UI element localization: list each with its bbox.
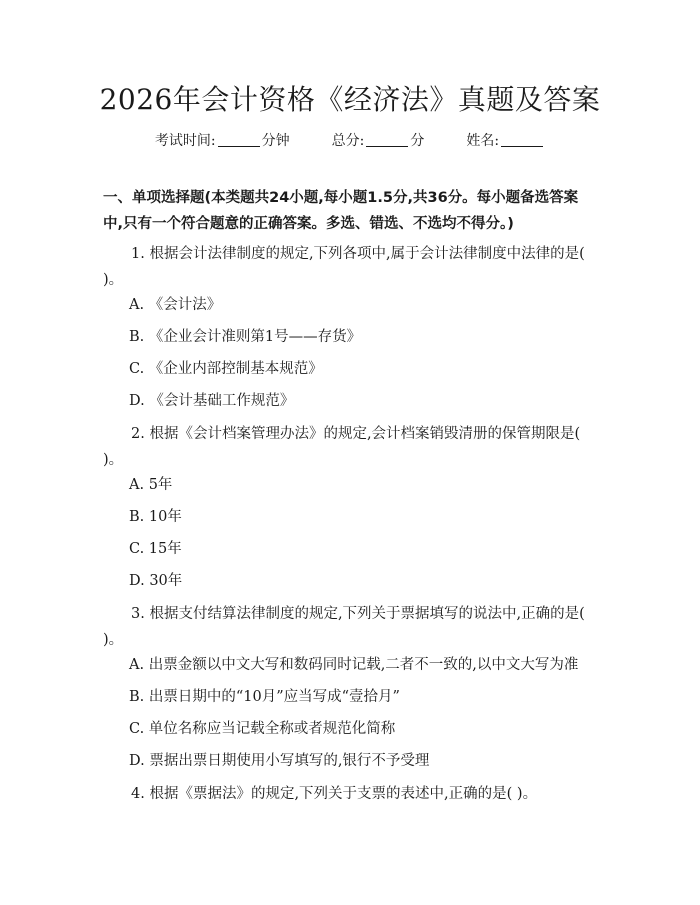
student-name-label: 姓名: bbox=[466, 133, 500, 149]
question-stem: 根据《票据法》的规定,下列关于支票的表述中,正确的是( )。 bbox=[149, 786, 538, 802]
option-2b: B. 10年 bbox=[129, 509, 182, 525]
question-stem: 根据支付结算法律制度的规定,下列关于票据填写的说法中,正确的是( )。 bbox=[103, 606, 585, 648]
question-1 bbox=[103, 241, 593, 293]
option-1c: C. 《企业内部控制基本规范》 bbox=[129, 361, 323, 377]
option-2d: D. 30年 bbox=[129, 573, 183, 589]
exam-meta bbox=[0, 131, 700, 151]
option-1d: D. 《会计基础工作规范》 bbox=[129, 393, 295, 409]
question-number: 1. bbox=[131, 246, 145, 262]
question-4 bbox=[103, 781, 593, 807]
total-score-blank bbox=[366, 131, 408, 147]
exam-time-blank bbox=[218, 131, 260, 147]
question-number: 4. bbox=[131, 786, 145, 802]
option-3a: A. 出票金额以中文大写和数码同时记载,二者不一致的,以中文大写为准 bbox=[129, 657, 579, 673]
page-title: 2026年会计资格《经济法》真题及答案 bbox=[99, 83, 601, 116]
option-2c: C. 15年 bbox=[129, 541, 182, 557]
exam-time-unit: 分钟 bbox=[261, 133, 290, 149]
option-1b: B. 《企业会计准则第1号——存货》 bbox=[129, 329, 362, 345]
question-number: 3. bbox=[131, 606, 145, 622]
total-score bbox=[332, 131, 425, 151]
option-3c: C. 单位名称应当记载全称或者规范化简称 bbox=[129, 721, 396, 737]
exam-time bbox=[155, 131, 290, 151]
total-score-label: 总分: bbox=[331, 133, 365, 149]
total-score-unit: 分 bbox=[410, 133, 425, 149]
question-number: 2. bbox=[131, 426, 145, 442]
option-1a: A. 《会计法》 bbox=[129, 297, 222, 313]
exam-time-label: 考试时间: bbox=[154, 133, 216, 149]
option-2a: A. 5年 bbox=[129, 477, 173, 493]
student-name bbox=[466, 131, 545, 151]
student-name-blank bbox=[501, 131, 543, 147]
question-2 bbox=[103, 421, 593, 473]
option-3b: B. 出票日期中的“10月”应当写成“壹拾月” bbox=[129, 689, 400, 705]
option-3d: D. 票据出票日期使用小写填写的,银行不予受理 bbox=[129, 753, 430, 769]
question-stem: 根据《会计档案管理办法》的规定,会计档案销毁清册的保管期限是( )。 bbox=[103, 426, 581, 468]
question-3 bbox=[103, 601, 593, 653]
question-stem: 根据会计法律制度的规定,下列各项中,属于会计法律制度中法律的是( )。 bbox=[103, 246, 585, 288]
section-heading: 一、单项选择题(本类题共24小题,每小题1.5分,共36分。每小题备选答案中,只有一个符合题意的正确答案。多选、错选、不选均不得分。) bbox=[103, 190, 579, 232]
